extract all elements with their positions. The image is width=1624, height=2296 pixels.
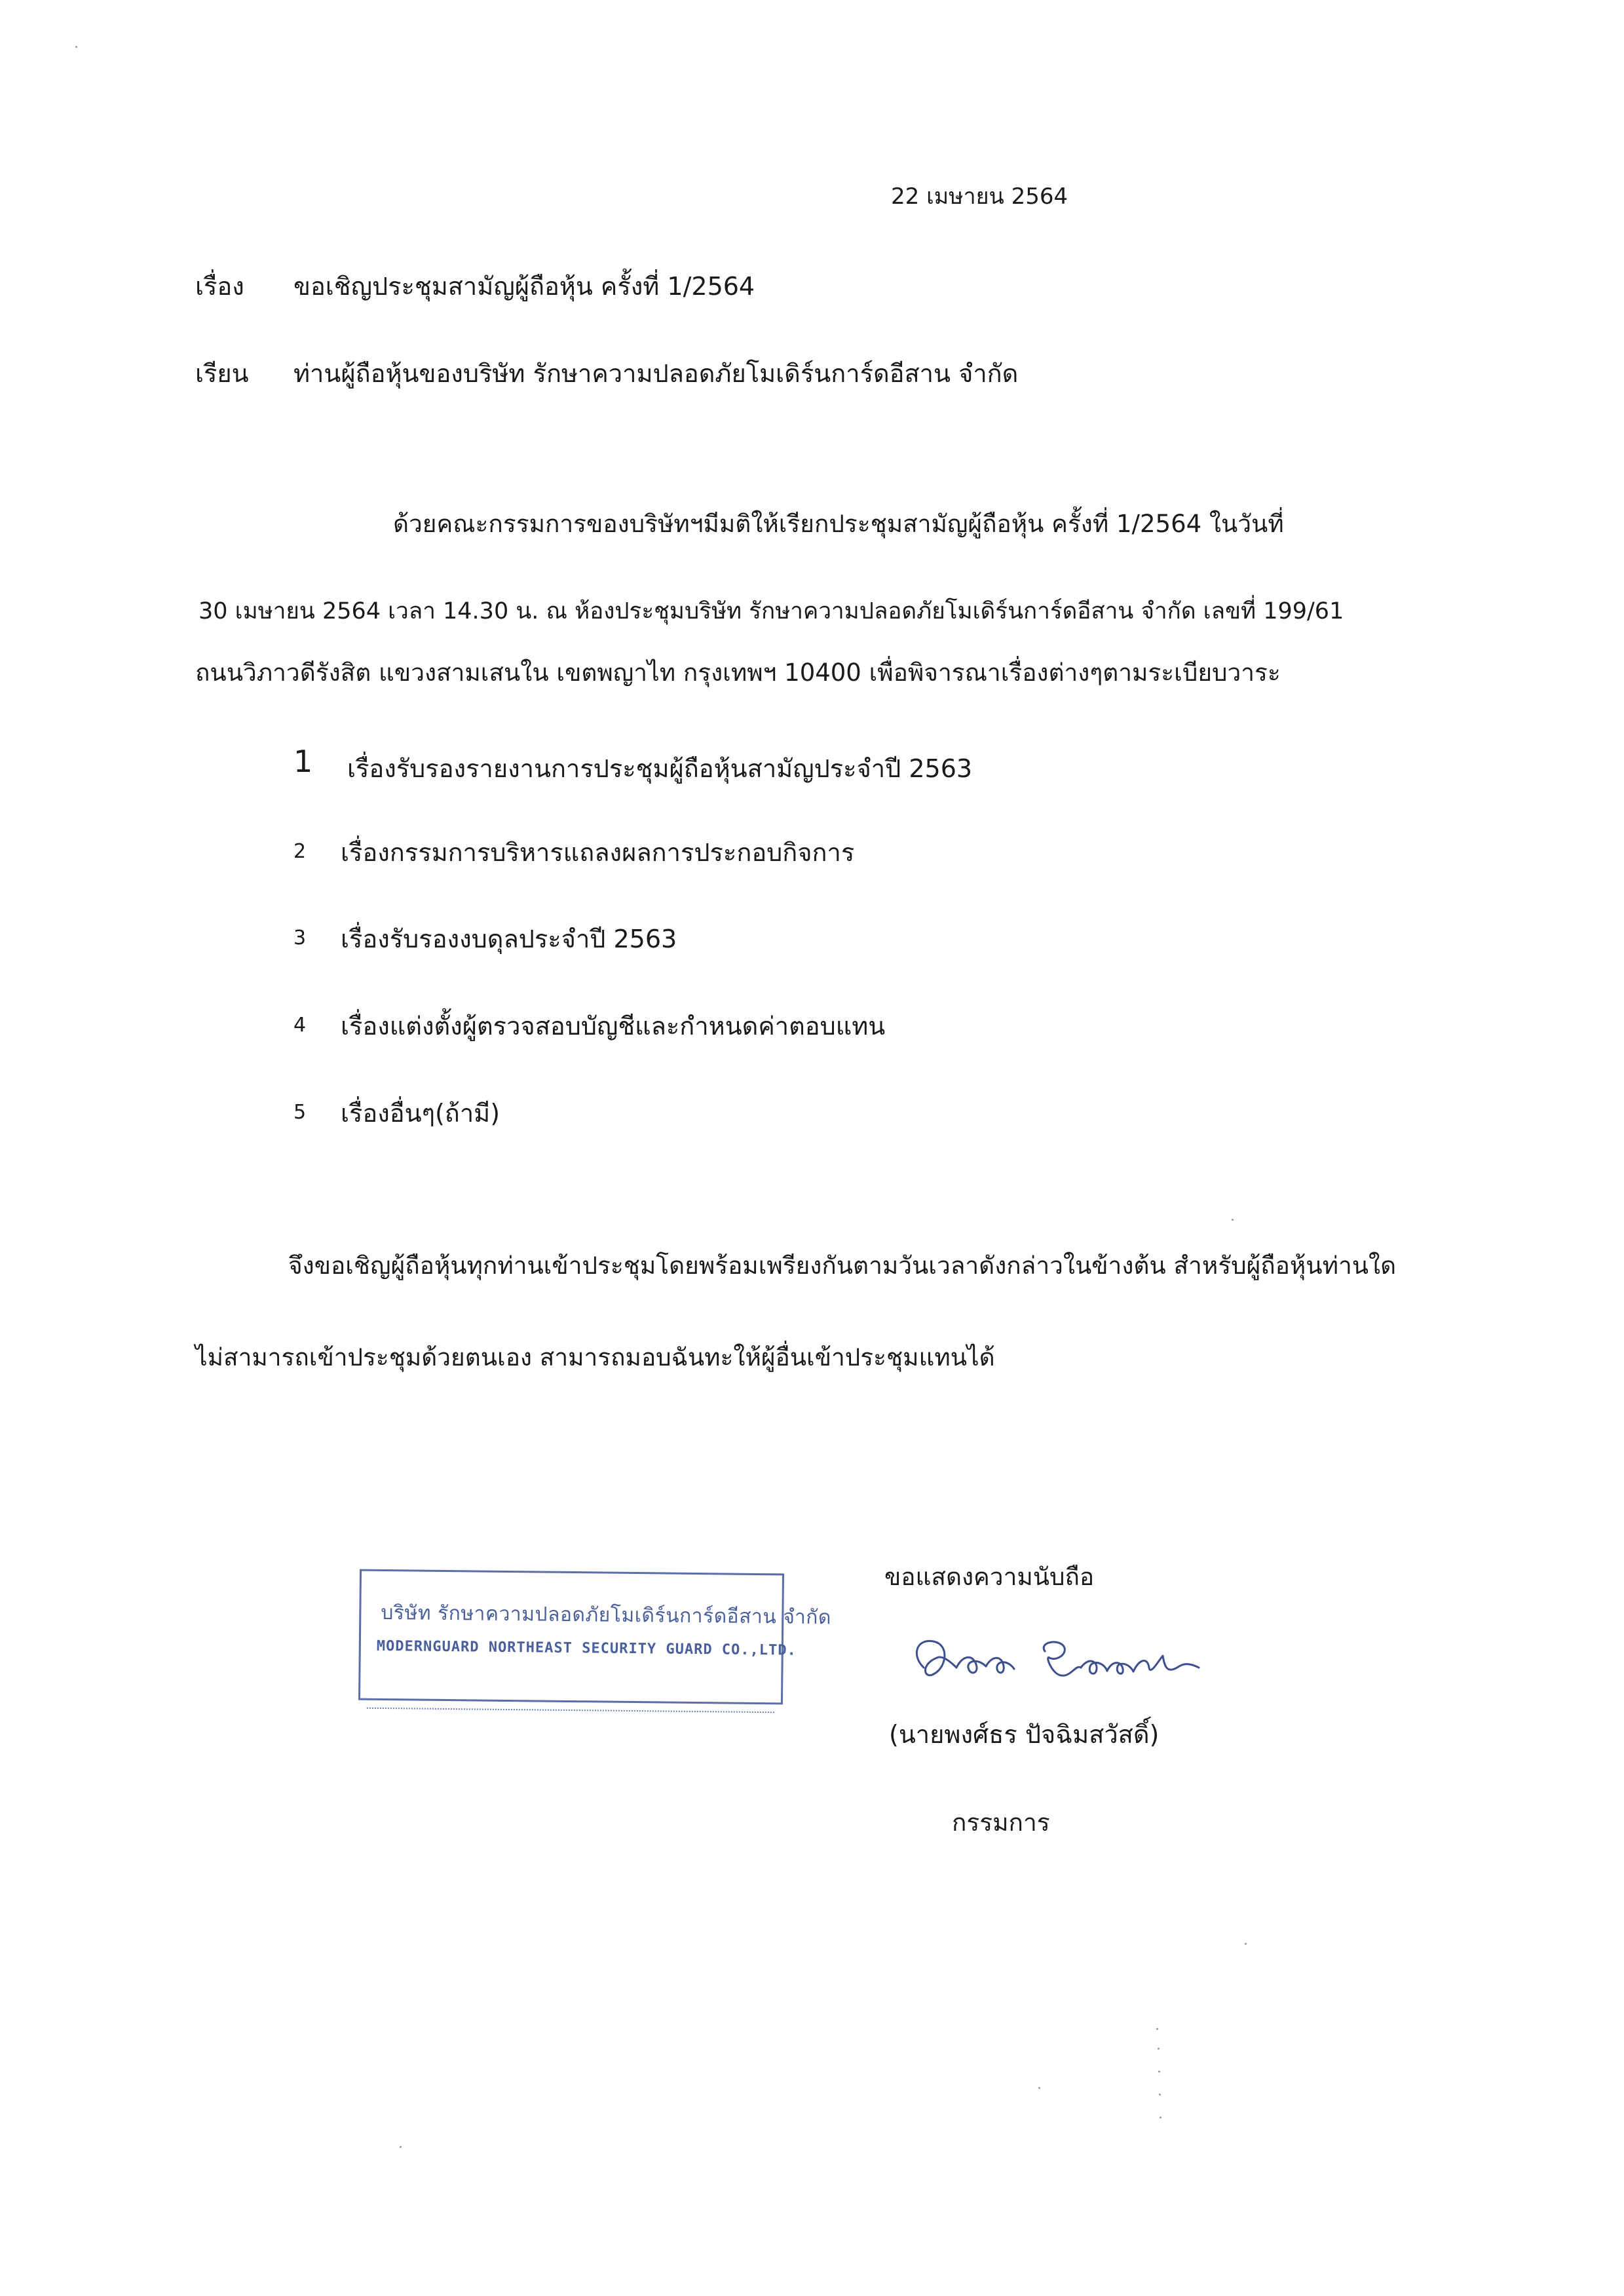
closing-paragraph-line-2: ไม่สามารถเข้าประชุมด้วยตนเอง สามารถมอบฉันทะให้ผู้อื่นเข้าประชุมแทนได้ (195, 1343, 995, 1371)
agenda-number: 2 (293, 840, 307, 863)
agenda-text: เรื่องรับรองงบดุลประจำปี 2563 (341, 925, 677, 953)
signer-position: กรรมการ (952, 1808, 1050, 1837)
agenda-number: 5 (293, 1101, 307, 1124)
regards-text: ขอแสดงความนับถือ (884, 1563, 1095, 1591)
subject-text: ขอเชิญประชุมสามัญผู้ถือหุ้น ครั้งที่ 1/2564 (293, 272, 755, 301)
letter-date: 22 เมษายน 2564 (891, 183, 1068, 210)
scan-speck (1156, 2028, 1158, 2030)
handwritten-signature (904, 1628, 1205, 1700)
company-stamp (358, 1569, 832, 1705)
scan-speck (1158, 2071, 1160, 2073)
agenda-text: เรื่องกรรมการบริหารแถลงผลการประกอบกิจการ (341, 838, 855, 867)
recipient-text: ท่านผู้ถือหุ้นของบริษัท รักษาความปลอดภัยโมเดิร์นการ์ดอีสาน จำกัด (293, 359, 1019, 388)
scan-speck (1038, 2087, 1040, 2089)
body-paragraph-line-2: 30 เมษายน 2564 เวลา 14.30 น. ณ ห้องประชุมบริษัท รักษาความปลอดภัยโมเดิร์นการ์ดอีสาน จำกัด เลขที่ 199/61 (198, 598, 1344, 624)
stamp-thai-text: บริษัท รักษาความปลอดภัยโมเดิร์นการ์ดอีสาน จำกัด (381, 1601, 832, 1630)
agenda-text: เรื่องรับรองรายงานการประชุมผู้ถือหุ้นสามัญประจำปี 2563 (347, 754, 973, 783)
subject-label: เรื่อง (195, 272, 244, 301)
body-paragraph-line-1: ด้วยคณะกรรมการของบริษัทฯมีมติให้เรียกประชุมสามัญผู้ถือหุ้น ครั้งที่ 1/2564 ในวันที่ (393, 510, 1284, 538)
stamp-underline (367, 1708, 774, 1713)
scan-speck (75, 46, 77, 48)
body-paragraph-line-3: ถนนวิภาวดีรังสิต แขวงสามเสนใน เขตพญาไท กรุงเทพฯ 10400 เพื่อพิจารณาเรื่องต่างๆตามระเบียบวาระ (195, 659, 1281, 687)
scan-speck (1159, 2094, 1161, 2095)
agenda-text: เรื่องอื่นๆ(ถ้ามี) (341, 1099, 500, 1128)
agenda-text: เรื่องแต่งตั้งผู้ตรวจสอบบัญชีและกำหนดค่าตอบแทน (341, 1012, 886, 1041)
scan-speck (1232, 1219, 1234, 1221)
closing-paragraph-line-1: จึงขอเชิญผู้ถือหุ้นทุกท่านเข้าประชุมโดยพร้อมเพรียงกันตามวันเวลาดังกล่าวในข้างต้น สำหรับผู้ถือหุ้นท่านใด (288, 1252, 1397, 1280)
scan-speck (1158, 2048, 1160, 2050)
scan-speck (1245, 1943, 1247, 1945)
scan-speck (400, 2146, 402, 2148)
agenda-number: 4 (293, 1014, 307, 1037)
recipient-label: เรียน (195, 359, 249, 388)
stamp-english-text: MODERNGUARD NORTHEAST SECURITY GUARD CO.,LTD. (376, 1637, 797, 1659)
signer-name: (นายพงศ์ธร ปัจฉิมสวัสดิ์) (889, 1720, 1160, 1749)
agenda-number: 3 (293, 927, 307, 949)
agenda-number: 1 (293, 744, 313, 779)
scan-speck (1160, 2116, 1161, 2118)
